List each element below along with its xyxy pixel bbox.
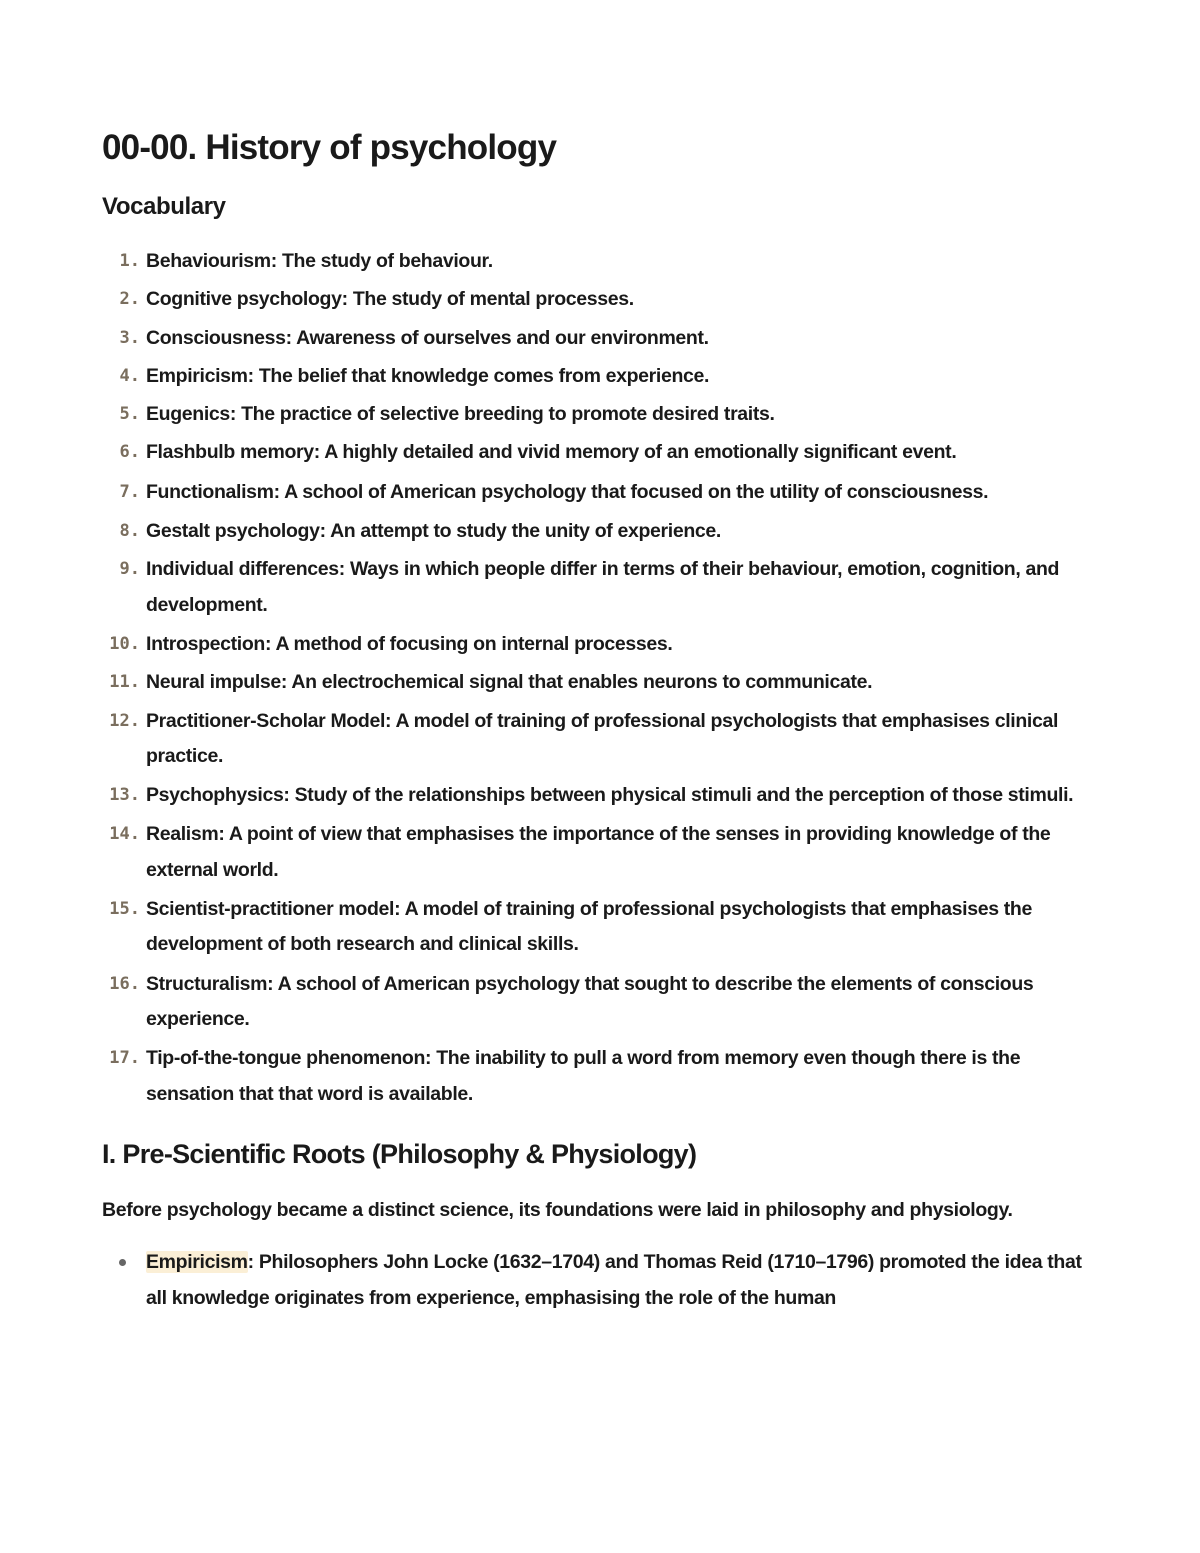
vocabulary-item: [102, 244, 1102, 279]
highlighted-term: Empiricism: [146, 1250, 248, 1273]
vocabulary-text: Empiricism: The belief that knowledge comes from experience.: [146, 364, 710, 387]
list-number: 3.: [119, 327, 140, 348]
vocabulary-text: Psychophysics: Study of the relationships between physical stimuli and the perception of those stimuli.: [146, 784, 1074, 807]
list-number: 2.: [119, 289, 140, 310]
vocabulary-item: [102, 282, 1102, 317]
list-number: 5.: [119, 404, 140, 425]
list-number: 16.: [109, 973, 140, 994]
vocabulary-text: Realism: A point of view that emphasises the importance of the senses in providing knowledge of the external world.: [146, 823, 1051, 881]
list-number: 9.: [119, 559, 140, 580]
list-number: 6.: [119, 442, 140, 463]
vocabulary-item: [102, 892, 1102, 963]
vocabulary-heading: Vocabulary: [102, 193, 226, 220]
bullet-item: [102, 1244, 1102, 1316]
bullet-icon: [119, 1259, 126, 1266]
vocabulary-item: [102, 665, 1102, 700]
bullet-text: : Philosophers John Locke (1632–1704) and Thomas Reid (1710–1796) promoted the idea that all knowledge originates from experience, emphasising the role of the human: [146, 1250, 1082, 1309]
vocabulary-item: [102, 514, 1102, 549]
vocabulary-text: Functionalism: A school of American psychology that focused on the utility of consciousness.: [146, 480, 989, 503]
vocabulary-item: [102, 627, 1102, 662]
vocabulary-text: Introspection: A method of focusing on internal processes.: [146, 632, 673, 655]
vocabulary-item: [102, 817, 1102, 888]
list-number: 8.: [119, 521, 140, 542]
list-number: 13.: [109, 785, 140, 806]
vocabulary-text: Consciousness: Awareness of ourselves and our environment.: [146, 326, 709, 349]
section-heading: I. Pre-Scientific Roots (Philosophy & Physiology): [102, 1138, 697, 1169]
vocabulary-list: [102, 244, 1102, 1112]
vocabulary-text: Structuralism: A school of American psychology that sought to describe the elements of conscious experience.: [146, 972, 1034, 1030]
section-intro: Before psychology became a distinct science, its foundations were laid in philosophy and physiology.: [102, 1198, 1013, 1221]
document-page: [102, 124, 1102, 1316]
vocabulary-item: [102, 967, 1102, 1038]
vocabulary-text: Cognitive psychology: The study of mental processes.: [146, 288, 634, 311]
vocabulary-text: Scientist-practitioner model: A model of training of professional psychologists that emphasises the development of both research and clinical skills.: [146, 898, 1032, 956]
vocabulary-item: [102, 435, 1102, 470]
list-number: 1.: [119, 251, 140, 271]
vocabulary-text: Flashbulb memory: A highly detailed and vivid memory of an emotionally significant event.: [146, 441, 957, 464]
vocabulary-item: [102, 475, 1102, 510]
vocabulary-item: [102, 359, 1102, 394]
vocabulary-text: Eugenics: The practice of selective breeding to promote desired traits.: [146, 403, 775, 426]
list-number: 10.: [109, 633, 140, 654]
list-number: 17.: [109, 1048, 140, 1069]
page-title: 00-00. History of psychology: [102, 128, 557, 167]
vocabulary-text: Behaviourism: The study of behaviour.: [146, 250, 493, 272]
list-number: 11.: [109, 672, 140, 693]
list-number: 15.: [109, 899, 140, 920]
list-number: 7.: [119, 481, 140, 502]
vocabulary-item: [102, 1041, 1102, 1112]
list-number: 14.: [109, 824, 140, 845]
vocabulary-item: [102, 321, 1102, 356]
vocabulary-item: [102, 778, 1102, 813]
list-number: 12.: [109, 710, 140, 731]
list-number: 4.: [119, 365, 140, 386]
vocabulary-item: [102, 552, 1102, 623]
vocabulary-text: Gestalt psychology: An attempt to study the unity of experience.: [146, 520, 721, 543]
vocabulary-text: Neural impulse: An electrochemical signal that enables neurons to communicate.: [146, 671, 873, 694]
vocabulary-text: Individual differences: Ways in which people differ in terms of their behaviour, emotion, cognition, and development.: [146, 558, 1060, 616]
vocabulary-item: [102, 704, 1102, 775]
vocabulary-item: [102, 397, 1102, 432]
vocabulary-text: Tip-of-the-tongue phenomenon: The inability to pull a word from memory even though there is the sensation that that word is available.: [146, 1047, 1021, 1105]
vocabulary-text: Practitioner-Scholar Model: A model of training of professional psychologists that emphasises clinical practice.: [146, 709, 1059, 767]
bullet-list: [102, 1244, 1102, 1316]
